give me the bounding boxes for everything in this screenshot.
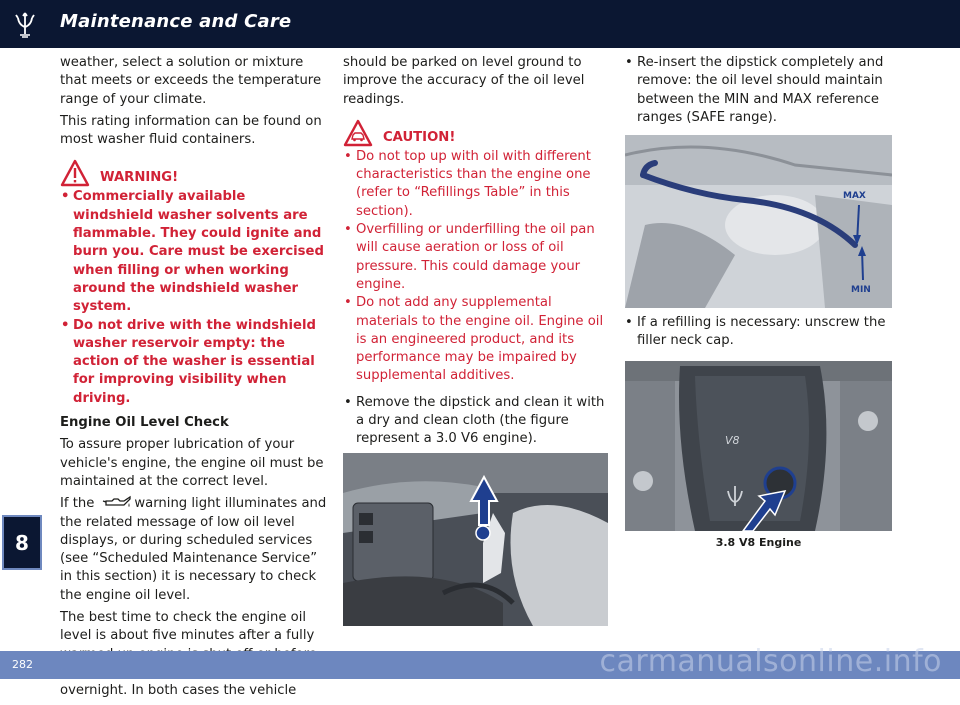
caution-item: • Do not add any supplemental materials to the engine oil. Engine oil is an engineered product, and its performance may be impaired by supplemental additives. xyxy=(343,294,609,385)
warning-header xyxy=(60,159,328,187)
caution-item: • Do not top up with oil with different characteristics than the engine one (refer to “Refillings Table” in this section). xyxy=(343,148,609,221)
column-1 xyxy=(60,54,328,705)
intro-paragraph-2: This rating information can be found on most washer fluid containers. xyxy=(60,113,322,148)
column-3-lower xyxy=(624,314,896,351)
v6-engine-dipstick-figure xyxy=(343,453,608,626)
page-header xyxy=(0,0,960,48)
oil-level-heading: Engine Oil Level Check xyxy=(60,415,229,431)
engine-badge: V8 xyxy=(725,434,740,447)
section-title: Maintenance and Care xyxy=(60,11,292,32)
step-list-2 xyxy=(624,54,896,127)
continuation-paragraph: should be parked on level ground to improve the accuracy of the oil level readings. xyxy=(343,55,585,107)
oil-paragraph-2-end: warning light illuminates and the related message of low oil level displays, or during scheduled services (see “Scheduled Maintenance Service” in this section) it is necessary to check the engine oil level. xyxy=(60,496,327,603)
warning-title: WARNING! xyxy=(100,170,179,186)
v8-engine-figure xyxy=(625,361,892,531)
step-list xyxy=(343,394,609,449)
caution-car-icon xyxy=(343,119,373,147)
page-number: 282 xyxy=(12,658,33,671)
step-list-3 xyxy=(624,314,896,351)
caution-item: • Overfilling or underfilling the oil pan will cause aeration or loss of oil pressure. This could damage your engine. xyxy=(343,221,609,294)
dipstick-max-label: MAX xyxy=(843,191,866,201)
engine-caption: 3.8 V8 Engine xyxy=(715,536,802,549)
intro-paragraph-1: weather, select a solution or mixture that meets or exceeds the temperature range of your climate. xyxy=(60,55,322,107)
oil-paragraph-1: To assure proper lubrication of your vehicle's engine, the engine oil must be maintained at the correct level. xyxy=(60,437,324,489)
oil-paragraph-3: The best time to check the engine oil level is about five minutes after a fully overnight. In both cases the vehicle xyxy=(60,610,315,699)
dipstick-min-label: MIN xyxy=(851,285,871,295)
dipstick-min-max-figure xyxy=(625,135,892,308)
caution-header xyxy=(343,119,609,147)
maserati-trident-icon xyxy=(10,10,40,40)
warning-item: • Commercially available windshield washer solvents are flammable. They could ignite and burn you. Care must be exercised when filling or when working around the windshield washer system. xyxy=(60,188,328,316)
caution-list xyxy=(343,148,609,386)
caution-title: CAUTION! xyxy=(383,129,456,145)
warning-item: • Do not drive with the windshield washer reservoir empty: the action of the washer is essential for improving visibility when driving. xyxy=(60,317,328,408)
step-remove-dipstick: • Remove the dipstick and clean it with a dry and clean cloth (the figure represent a 3.0 V6 engine). xyxy=(343,394,609,449)
step-reinsert-dipstick: • Re-insert the dipstick completely and remove: the oil level should maintain between the MIN and MAX reference ranges (SAFE range). xyxy=(624,54,896,127)
oil-paragraph-2-start: If the xyxy=(60,496,95,512)
warning-list xyxy=(60,188,328,408)
watermark-text: carmanualsonline.info xyxy=(599,644,942,679)
step-unscrew-cap: • If a refilling is necessary: unscrew the filler neck cap. xyxy=(624,314,896,351)
column-2 xyxy=(343,54,609,449)
chapter-tab: 8 xyxy=(2,515,42,570)
column-3 xyxy=(624,54,896,127)
warning-triangle-icon xyxy=(60,159,90,187)
oil-paragraph-2 xyxy=(60,495,328,605)
oil-can-icon xyxy=(102,495,132,509)
